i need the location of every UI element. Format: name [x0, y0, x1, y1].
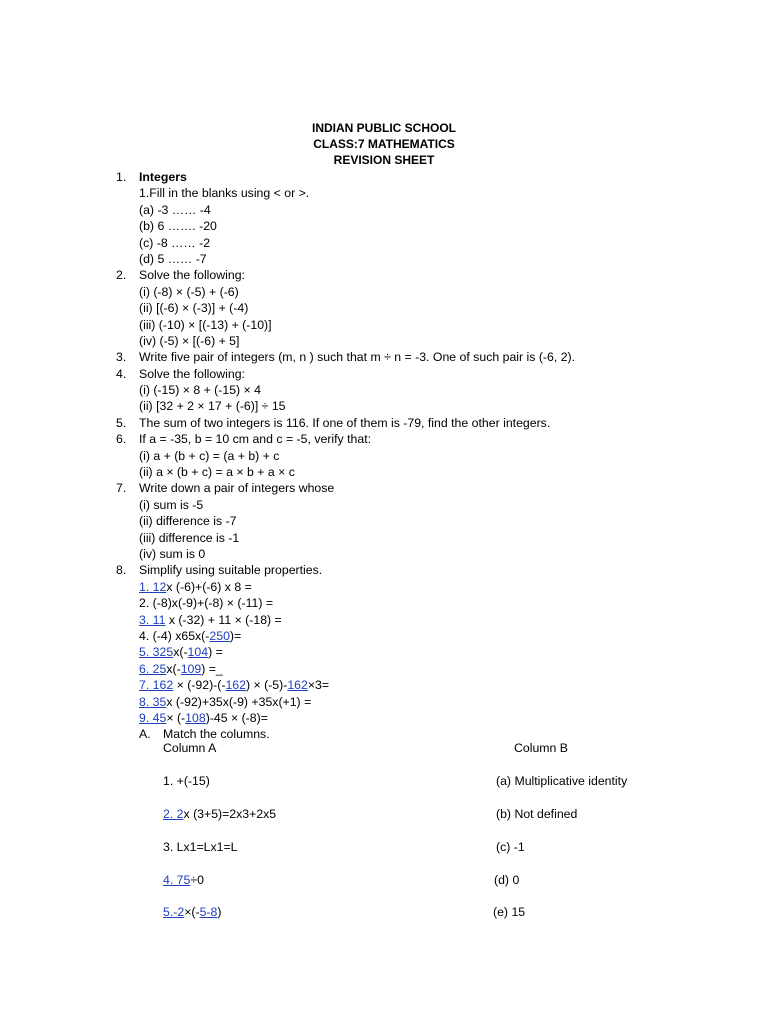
question-item: (iv) (-5) × [(-6) + 5]	[139, 333, 240, 348]
question-item: (iv) sum is 0	[139, 546, 206, 561]
school-name: INDIAN PUBLIC SCHOOL	[312, 121, 456, 135]
revision-sheet-page: INDIAN PUBLIC SCHOOL CLASS:7 MATHEMATICS REVISION SHEET 1. Integers 1.Fill in the blanks using < or >. (a) -3 …… -4 (b) 6 ……. -20 (c) -8 …… -2 (d) 5 …… -7 2. Solve the following: (i) (-8) × (-5) + (-6) (ii) [(-6) × (-3)] + (-4) (iii) (-10) × [(-13) + (-10)] (iv) (-5) × [(-6) + 5] 3. Write five pair of integers (m, n ) such that m ÷ n = -3. One of such pair is (-6, 2). 4. Solve the following: (i) (-15) × 8 + (-15) × 4 (ii) [32 + 2 × 17 + (-6)] ÷ 15 5. The sum of two integers is 116. If one of them is -79, find the other integers. 6. If a = -35, b = 10 cm and c = -5, verify that: (i) a + (b + c) = (a + b) + c (ii) a × (b + c) = a × b + a × c 7. Write down a pair of integers whose (i) sum is -5 (ii) difference is -7 (iii) difference is -1 (iv) sum is 0 8. Simplify using suitable properties. 1. 12x (-6)+(-6) x 8 = 2. (-8)x(-9)+(-8) × (-11) = 3. 11 x (-32) + 11 × (-18) = 4. (-4) x65x(-250)= 5. 325x(-104) = 6. 25x(-109) =_ 7. 162 × (-92)-(-162) × (-5)-162×3= 8. 35x (-92)+35x(-9) +35x(+1) = 9. 45× (-108)-45 × (-8)= A. Match the columns. Column A Column B 1. +(-15) (a) Multiplicative identity 2. 2x (3+5)=2x3+2x5 (b) Not defined 3. Lx1=Lx1=L (c) -1 4. 75÷0 (d) 0 5.-2×(-5-8) (e) 15	[0, 0, 768, 1024]
simplify-item-8: 8. 35x (-92)+35x(-9) +35x(+1) =	[139, 694, 312, 709]
question-4: 4. Solve the following:	[116, 366, 245, 381]
question-item: (i) a + (b + c) = (a + b) + c	[139, 448, 280, 463]
question-item: (iii) difference is -1	[139, 530, 240, 545]
question-3: 3. Write five pair of integers (m, n ) such that m ÷ n = -3. One of such pair is (-6, 2).	[116, 350, 576, 365]
simplify-item-4: 4. (-4) x65x(-250)=	[139, 628, 242, 643]
document-header	[0, 120, 768, 168]
question-list	[0, 169, 768, 743]
hyperlink[interactable]: 4. 75	[163, 873, 191, 887]
question-item: (ii) a × (b + c) = a × b + a × c	[139, 465, 295, 480]
question-6: 6. If a = -35, b = 10 cm and c = -5, verify that:	[116, 432, 372, 447]
question-item: (i) (-15) × 8 + (-15) × 4	[139, 383, 261, 398]
hyperlink[interactable]: 5.-2	[163, 905, 185, 919]
hyperlink[interactable]: 5-8	[199, 905, 218, 919]
simplify-item-3: 3. 11 x (-32) + 11 × (-18) =	[139, 612, 282, 627]
simplify-item-2: 2. (-8)x(-9)+(-8) × (-11) =	[139, 596, 274, 611]
hyperlink[interactable]: 5. 325	[139, 645, 174, 660]
sheet-title: REVISION SHEET	[333, 153, 435, 167]
hyperlink[interactable]: 2. 2	[163, 807, 184, 821]
column-b-header: Column B	[514, 741, 568, 755]
simplify-item-9: 9. 45× (-108)-45 × (-8)=	[139, 710, 268, 725]
question-1	[0, 169, 768, 185]
question-instruction: 1.Fill in the blanks using < or >.	[139, 186, 310, 201]
question-8: 8. Simplify using suitable properties.	[116, 563, 323, 578]
column-a-header: Column A	[163, 741, 217, 755]
match-heading: A. Match the columns.	[139, 727, 270, 742]
question-item: (i) (-8) × (-5) + (-6)	[139, 284, 239, 299]
question-7: 7. Write down a pair of integers whose	[116, 481, 335, 496]
question-number: 1.	[116, 170, 127, 184]
hyperlink[interactable]: 108	[185, 710, 206, 725]
hyperlink[interactable]: 9. 45	[139, 710, 167, 725]
question-item: (ii) [(-6) × (-3)] + (-4)	[139, 301, 249, 316]
question-item: (d) 5 …… -7	[139, 251, 207, 266]
hyperlink[interactable]: 250	[209, 628, 230, 643]
hyperlink[interactable]: 1. 12	[139, 579, 167, 594]
question-item: (b) 6 ……. -20	[139, 219, 217, 234]
simplify-item-7: 7. 162 × (-92)-(-162) × (-5)-162×3=	[139, 678, 330, 693]
hyperlink[interactable]: 104	[187, 645, 209, 660]
question-2: 2. Solve the following:	[116, 268, 245, 283]
hyperlink[interactable]: 6. 25	[139, 661, 167, 676]
question-5: 5. The sum of two integers is 116. If one of them is -79, find the other integers.	[116, 415, 551, 430]
question-title: Integers	[139, 170, 187, 184]
question-item: (ii) [32 + 2 × 17 + (-6)] ÷ 15	[139, 399, 286, 414]
simplify-item-1: 1. 12x (-6)+(-6) x 8 =	[139, 579, 252, 594]
question-item: (ii) difference is -7	[139, 514, 237, 529]
simplify-item-6: 6. 25x(-109) =_	[139, 661, 223, 676]
question-item: (i) sum is -5	[139, 497, 204, 512]
hyperlink[interactable]: 8. 35	[139, 694, 167, 709]
hyperlink[interactable]: 109	[180, 661, 202, 676]
class-subject: CLASS:7 MATHEMATICS	[313, 137, 455, 151]
hyperlink[interactable]: 3. 11	[139, 612, 166, 627]
question-item: (c) -8 …… -2	[139, 235, 211, 250]
hyperlink[interactable]: 162	[287, 678, 308, 693]
hyperlink[interactable]: 162	[225, 678, 246, 693]
question-item: (iii) (-10) × [(-13) + (-10)]	[139, 317, 272, 332]
simplify-item-5: 5. 325x(-104) =	[139, 645, 223, 660]
hyperlink[interactable]: 7. 162	[139, 678, 174, 693]
question-item: (a) -3 …… -4	[139, 202, 211, 217]
